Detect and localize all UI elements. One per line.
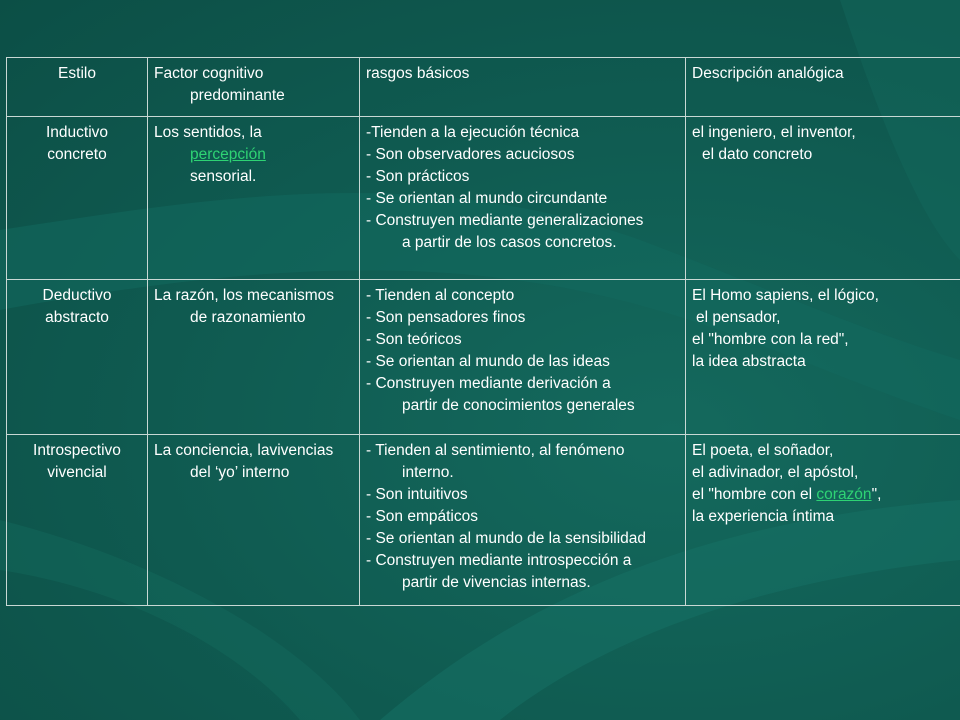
header-rasgos-basicos: rasgos básicos xyxy=(360,58,686,117)
cell-rasgos: - Tienden al concepto - Son pensadores finos - Son teóricos - Se orientan al mundo de las ideas - Construyen mediante derivación a partir de conocimientos generales xyxy=(360,280,686,435)
cell-factor: Los sentidos, la percepción sensorial. xyxy=(148,117,360,280)
corazon-link[interactable]: corazón xyxy=(816,486,872,503)
table-row-introspectivo xyxy=(7,435,960,606)
descripcion-corazon-line: el "hombre con el corazón", xyxy=(692,486,882,503)
header-estilo: Estilo xyxy=(7,58,148,117)
cell-factor: La conciencia, lavivencias del ‘yo’ interno xyxy=(148,435,360,606)
cell-estilo: Deductivo abstracto xyxy=(7,280,148,435)
table-row-deductivo xyxy=(7,280,960,435)
header-factor-cognitivo: Factor cognitivo predominante xyxy=(148,58,360,117)
cell-rasgos: - Tienden al sentimiento, al fenómeno interno. - Son intuitivos - Son empáticos - Se orientan al mundo de la sensibilidad - Construyen mediante introspección a partir de vivencias internas. xyxy=(360,435,686,606)
cell-factor: La razón, los mecanismos de razonamiento xyxy=(148,280,360,435)
learning-styles-table xyxy=(6,57,960,606)
header-descripcion-analogica: Descripción analógica xyxy=(686,58,960,117)
cell-descripcion: el ingeniero, el inventor, el dato concreto xyxy=(686,117,960,280)
cell-descripcion: El Homo sapiens, el lógico, el pensador, el "hombre con la red", la idea abstracta xyxy=(686,280,960,435)
percepcion-link[interactable]: percepción xyxy=(190,146,266,163)
table-header-row xyxy=(7,58,960,117)
cell-descripcion: El poeta, el soñador, el adivinador, el apóstol, el "hombre con el corazón", la experiencia íntima xyxy=(686,435,960,606)
table-row-inductivo xyxy=(7,117,960,280)
cell-rasgos: -Tienden a la ejecución técnica - Son observadores acuciosos - Son prácticos - Se orientan al mundo circundante - Construyen mediante generalizaciones a partir de los casos concretos. xyxy=(360,117,686,280)
cell-estilo: Inductivo concreto xyxy=(7,117,148,280)
cell-estilo: Introspectivo vivencial xyxy=(7,435,148,606)
